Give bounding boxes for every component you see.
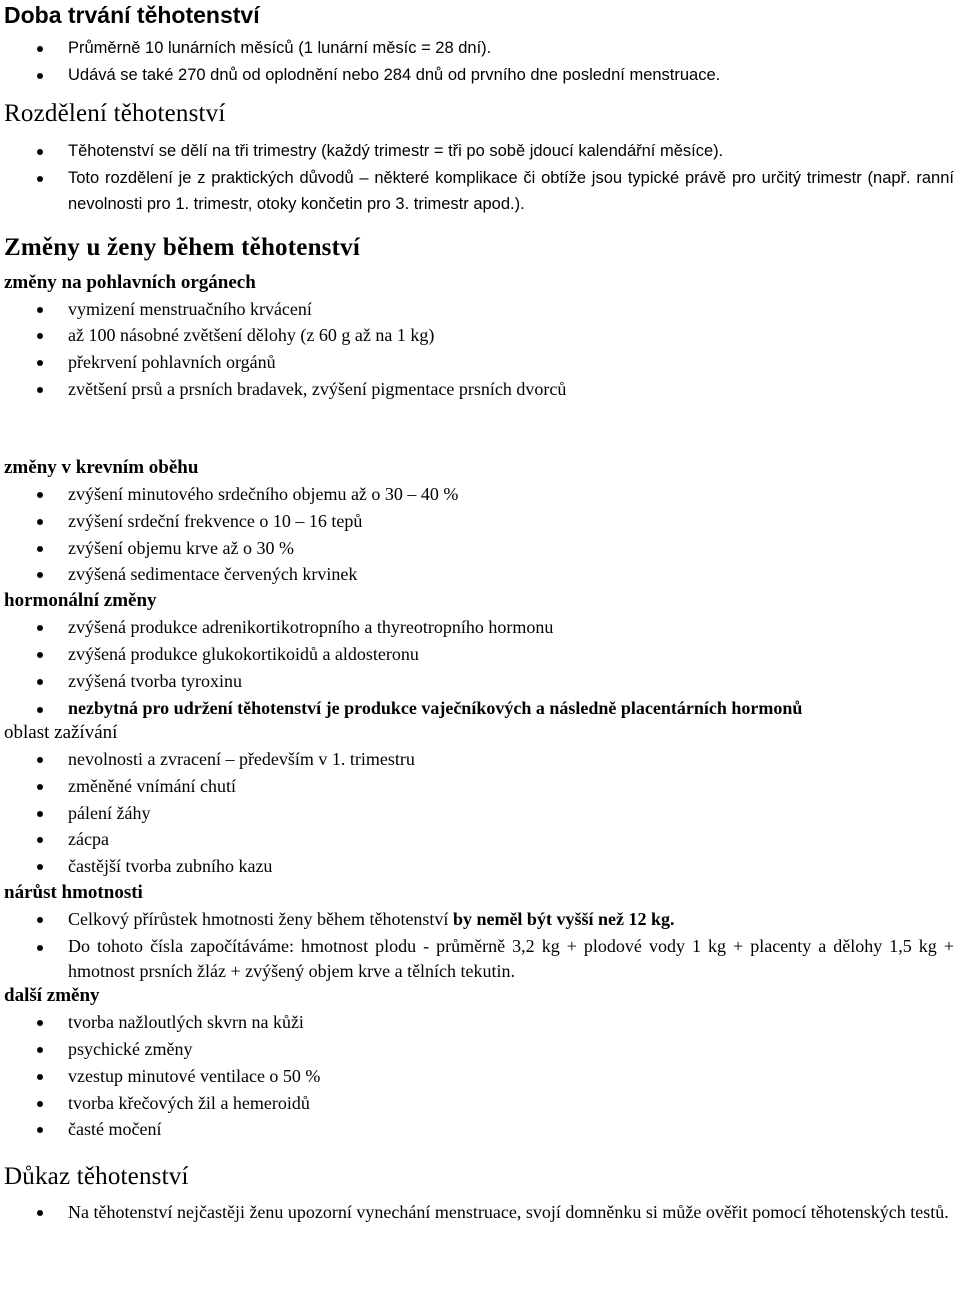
- list-item: psychické změny: [4, 1036, 956, 1063]
- list-item: Do tohoto čísla započítáváme: hmotnost plodu - průměrně 3,2 kg + plodové vody 1 kg + placenty a dělohy 1,5 kg + hmotnost prsních žláz + zvýšený objem krve a tělních tekutin.: [4, 934, 956, 983]
- heading-proof: Důkaz těhotenství: [4, 1162, 189, 1190]
- list-item: zvýšená produkce glukokortikoidů a aldosteronu: [4, 641, 956, 668]
- list-proof: [4, 1199, 956, 1225]
- subheading-circulation: změny v krevním oběhu: [4, 457, 199, 479]
- list-item: vymizení menstruačního krvácení: [4, 296, 956, 323]
- subheading-digestion: oblast zažívání: [4, 722, 118, 744]
- list-item: Na těhotenství nejčastěji ženu upozorní vynechání menstruace, svojí domněnku si může ověřit pomocí těhotenských testů.: [4, 1199, 956, 1225]
- list-weight: [4, 906, 956, 984]
- list-item: až 100 násobné zvětšení dělohy (z 60 g až na 1 kg): [4, 322, 956, 349]
- weight-text: Celkový přírůstek hmotnosti ženy během těhotenství: [68, 908, 453, 929]
- list-item: Těhotenství se dělí na tři trimestry (každý trimestr = tři po sobě jdoucí kalendářní měsíce).: [4, 138, 956, 165]
- list-item: zvýšená sedimentace červených krvinek: [4, 561, 956, 588]
- heading-division: Rozdělení těhotenství: [4, 100, 226, 127]
- weight-limit: by neměl být vyšší než 12 kg.: [452, 908, 675, 929]
- list-duration: [4, 35, 956, 88]
- list-item: zvětšení prsů a prsních bradavek, zvýšení pigmentace prsních dvorců: [4, 376, 956, 403]
- list-circulation: [4, 481, 956, 588]
- subheading-genital: změny na pohlavních orgánech: [4, 271, 256, 293]
- list-item: změněné vnímání chutí: [4, 773, 956, 800]
- list-other: [4, 1009, 956, 1143]
- heading-duration: Doba trvání těhotenství: [4, 2, 260, 28]
- list-item: časté močení: [4, 1116, 956, 1143]
- list-item: Průměrně 10 lunárních měsíců (1 lunární měsíc = 28 dní).: [4, 35, 956, 62]
- list-genital: [4, 296, 956, 403]
- list-division: [4, 138, 956, 218]
- list-item: zácpa: [4, 826, 956, 853]
- list-item: překrvení pohlavních orgánů: [4, 349, 956, 376]
- list-item: častější tvorba zubního kazu: [4, 853, 956, 880]
- list-item: pálení žáhy: [4, 800, 956, 827]
- list-item: nevolnosti a zvracení – především v 1. trimestru: [4, 746, 956, 773]
- subheading-hormonal: hormonální změny: [4, 590, 157, 612]
- list-item: zvýšená tvorba tyroxinu: [4, 668, 956, 695]
- list-item: zvýšení objemu krve až o 30 %: [4, 535, 956, 562]
- list-item: vzestup minutové ventilace o 50 %: [4, 1063, 956, 1090]
- list-item: zvýšení srdeční frekvence o 10 – 16 tepů: [4, 508, 956, 535]
- list-item: Udává se také 270 dnů od oplodnění nebo 284 dnů od prvního dne poslední menstruace.: [4, 62, 956, 89]
- list-item: Toto rozdělení je z praktických důvodů – některé komplikace či obtíže jsou typické právě pro určitý trimestr (např. ranní nevolnosti pro 1. trimestr, otoky končetin pro 3. trimestr apod.).: [4, 165, 956, 218]
- subheading-other: další změny: [4, 985, 100, 1007]
- list-digestion: [4, 746, 956, 880]
- list-item: tvorba nažloutlých skvrn na kůži: [4, 1009, 956, 1036]
- list-item: tvorba křečových žil a hemeroidů: [4, 1090, 956, 1117]
- list-item: [4, 906, 956, 933]
- document-page: [0, 1, 960, 1315]
- heading-changes: Změny u ženy během těhotenství: [4, 233, 360, 261]
- subheading-weight: nárůst hmotnosti: [4, 881, 143, 903]
- list-item: zvýšená produkce adrenikortikotropního a thyreotropního hormonu: [4, 614, 956, 641]
- list-item: nezbytná pro udržení těhotenství je produkce vaječníkových a následně placentárních hormonů: [4, 696, 956, 720]
- list-item: zvýšení minutového srdečního objemu až o 30 – 40 %: [4, 481, 956, 508]
- list-hormonal: [4, 614, 956, 720]
